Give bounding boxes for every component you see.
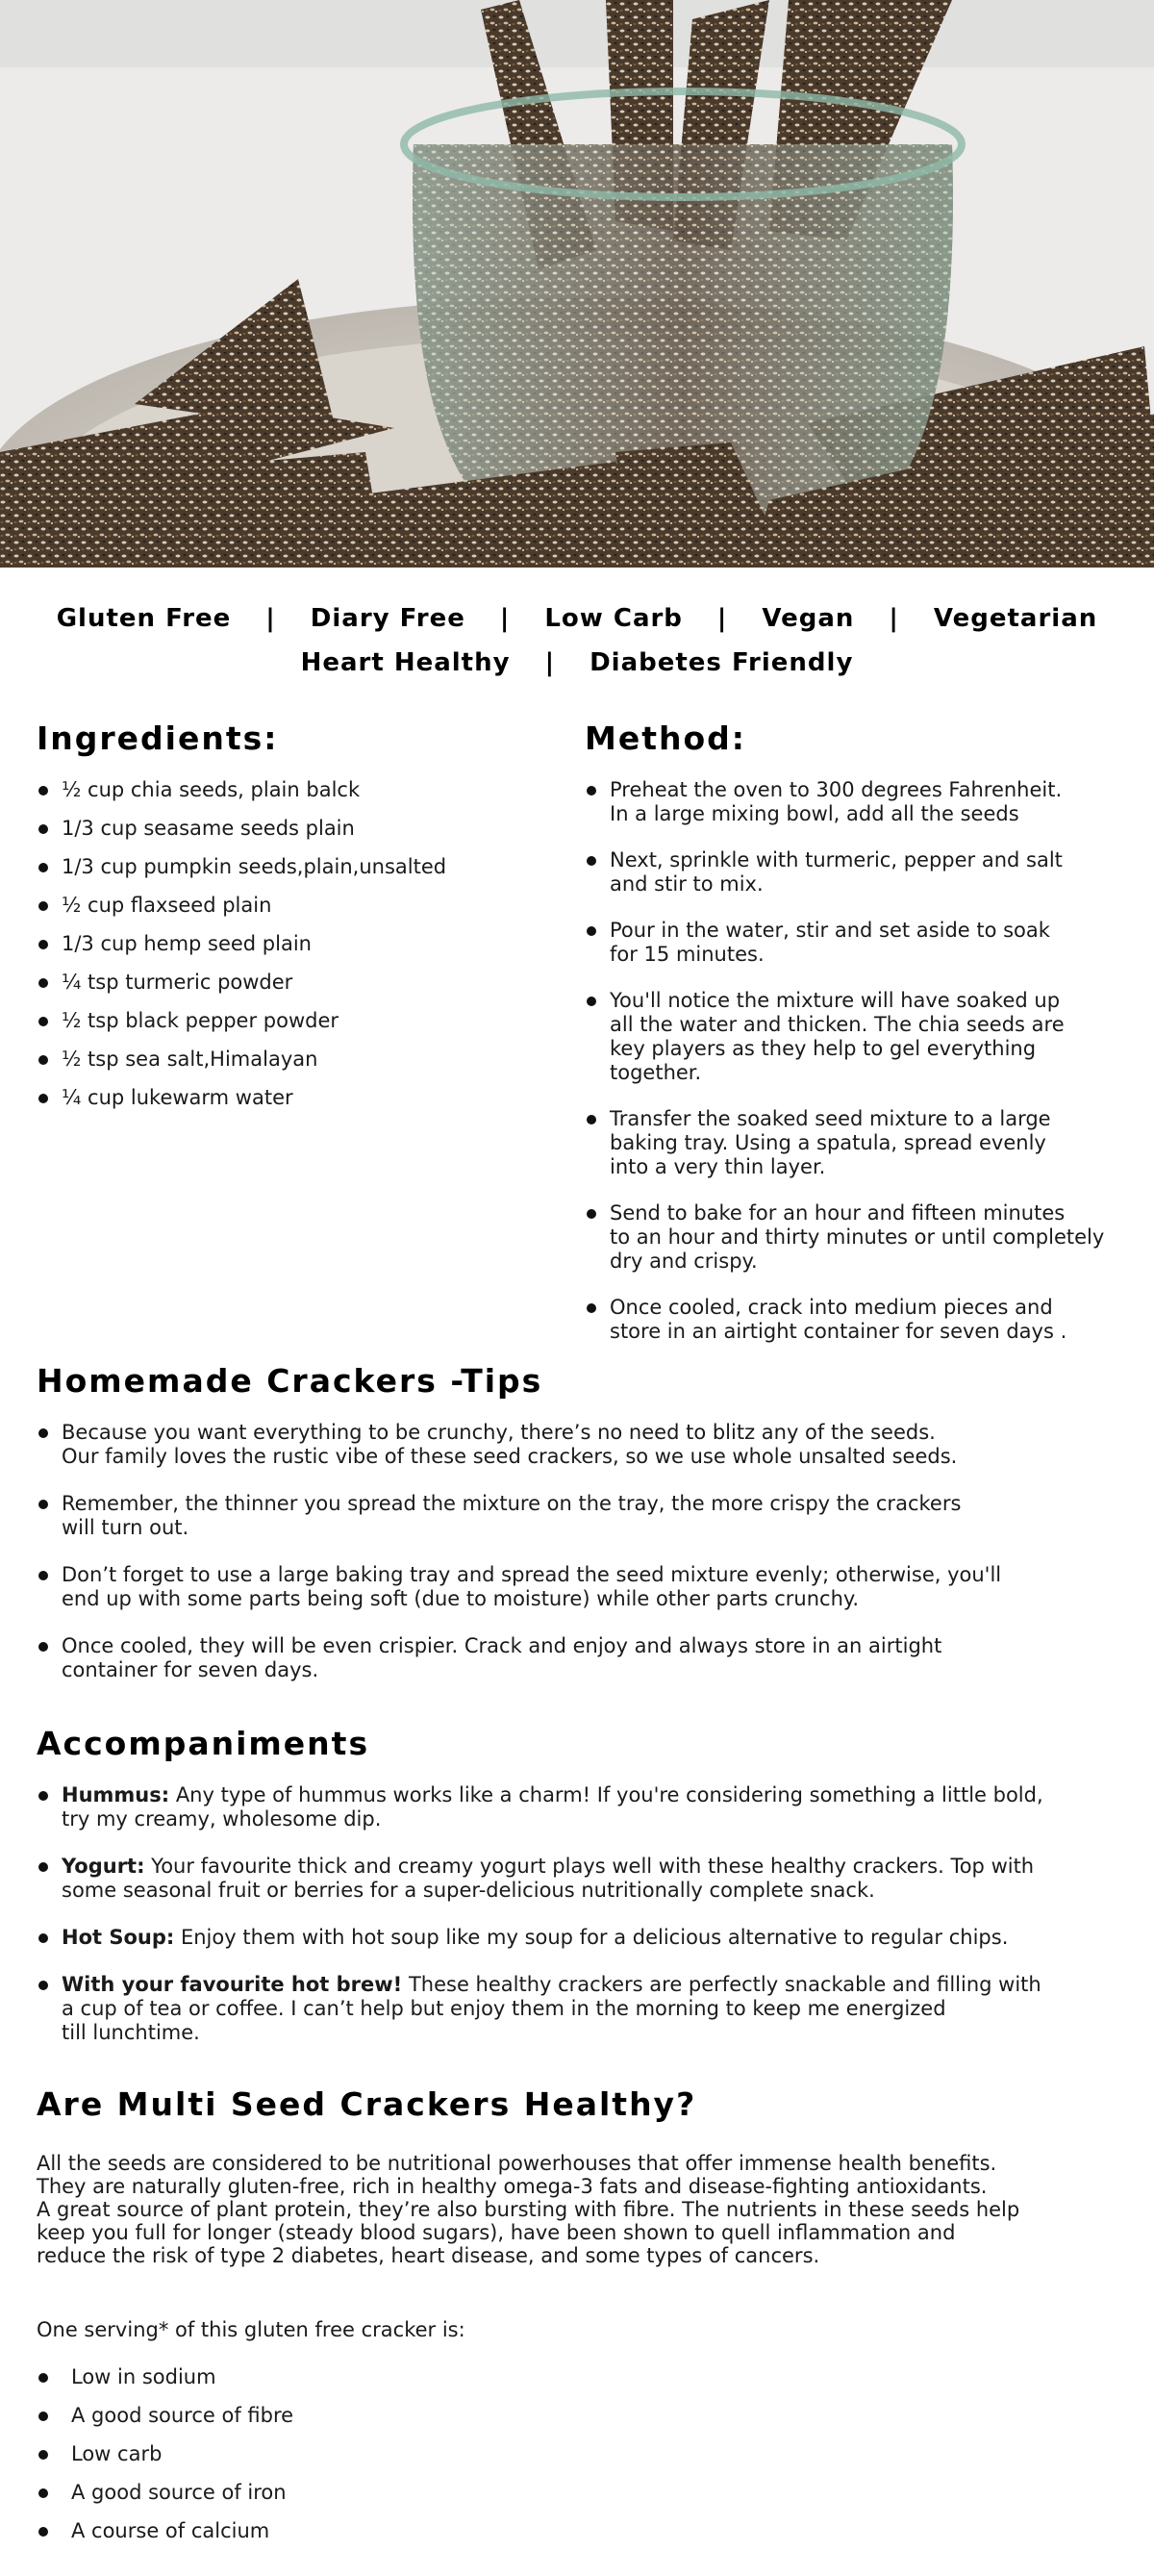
accompaniments-section xyxy=(37,1725,1133,2068)
tag-separator: | xyxy=(265,604,276,633)
method-title: Method: xyxy=(585,720,746,757)
serving-item: A good source of fibre xyxy=(37,2404,1133,2428)
serving-intro: One serving* of this gluten free cracker is: xyxy=(37,2318,465,2341)
accompaniment-text: Your favourite thick and creamy yogurt plays well with these healthy crackers. Top with some seasonal fruit or berries for a super-delicious nutritionally complete snack. xyxy=(62,1855,1035,1902)
healthy-paragraph: All the seeds are considered to be nutritional powerhouses that offer immense health benefits. They are naturally gluten-free, rich in healthy omega-3 fats and disease-fighting antioxidants. A great source of plant protein, they’re also bursting with fibre. The nutrients in these seeds help keep you full for longer (steady blood sugars), have been shown to quell inflammation and reduce the risk of type 2 diabetes, heart disease, and some types of cancers. xyxy=(37,2152,1020,2267)
method-step: Preheat the oven to 300 degrees Fahrenheit. In a large mixing bowl, add all the seeds xyxy=(585,778,1142,826)
serving-item: A course of calcium xyxy=(37,2519,1133,2543)
tag-diary-free: Diary Free xyxy=(310,604,465,633)
accompaniment-lead: With your favourite hot brew! xyxy=(62,1973,403,1996)
accompaniment-lead: Hot Soup: xyxy=(62,1926,175,1949)
accompaniment-text: Any type of hummus works like a charm! If you're considering something a little bold, try my creamy, wholesome dip. xyxy=(62,1783,1043,1831)
accompaniments-list xyxy=(37,1783,1133,2045)
tag-separator: | xyxy=(889,604,899,633)
tips-list xyxy=(37,1421,1133,1682)
accompaniment-lead: Yogurt: xyxy=(62,1855,145,1878)
hero-image xyxy=(0,0,1154,568)
seed-crackers-photo xyxy=(0,0,1154,568)
ingredients-section xyxy=(37,720,556,1124)
accompaniment-text: Enjoy them with hot soup like my soup for a delicious alternative to regular chips. xyxy=(174,1926,1009,1949)
healthy-title: Are Multi Seed Crackers Healthy? xyxy=(37,2085,697,2123)
method-step: You'll notice the mixture will have soaked up all the water and thicken. The chia seeds are key players as they help to gel everything together. xyxy=(585,989,1142,1085)
tips-title: Homemade Crackers -Tips xyxy=(37,1362,543,1400)
ingredient-item: ½ tsp black pepper powder xyxy=(37,1009,556,1033)
ingredients-title: Ingredients: xyxy=(37,720,279,757)
tip-item: Because you want everything to be crunchy, there’s no need to blitz any of the seeds. Our family loves the rustic vibe of these seed crackers, so we use whole unsalted seeds. xyxy=(37,1421,1133,1469)
accompaniment-item xyxy=(37,1973,1133,2045)
accompaniment-item xyxy=(37,1926,1133,1950)
tip-item: Remember, the thinner you spread the mixture on the tray, the more crispy the crackers will turn out. xyxy=(37,1492,1133,1540)
ingredient-item: ½ cup flaxseed plain xyxy=(37,894,556,918)
diet-tags-row-2 xyxy=(0,641,1154,685)
tag-separator: | xyxy=(544,648,556,677)
tag-separator: | xyxy=(499,604,511,633)
ingredient-item: 1/3 cup pumpkin seeds,plain,unsalted xyxy=(37,855,556,879)
ingredients-list xyxy=(37,778,556,1110)
healthy-section xyxy=(37,2085,1133,2558)
serving-item: Low in sodium xyxy=(37,2365,1133,2389)
tag-low-carb: Low Carb xyxy=(544,604,683,633)
method-steps xyxy=(585,778,1142,1344)
serving-item: Low carb xyxy=(37,2442,1133,2466)
accompaniments-title: Accompaniments xyxy=(37,1725,370,1762)
ingredient-item: 1/3 cup seasame seeds plain xyxy=(37,817,556,841)
tag-heart-healthy: Heart Healthy xyxy=(300,648,511,677)
serving-item: A good source of iron xyxy=(37,2481,1133,2505)
accompaniment-lead: Hummus: xyxy=(62,1783,170,1806)
ingredient-item: ½ tsp sea salt,Himalayan xyxy=(37,1048,556,1072)
diet-tags-row-1 xyxy=(0,596,1154,641)
tag-gluten-free: Gluten Free xyxy=(56,604,232,633)
method-step: Pour in the water, stir and set aside to soak for 15 minutes. xyxy=(585,919,1142,967)
ingredient-item: ½ cup chia seeds, plain balck xyxy=(37,778,556,802)
accompaniment-item xyxy=(37,1783,1133,1831)
serving-list xyxy=(37,2365,1133,2543)
method-step: Send to bake for an hour and fifteen minutes to an hour and thirty minutes or until completely dry and crispy. xyxy=(585,1201,1142,1274)
ingredient-item: 1/3 cup hemp seed plain xyxy=(37,932,556,956)
tag-vegetarian: Vegetarian xyxy=(933,604,1098,633)
tip-item: Don’t forget to use a large baking tray and spread the seed mixture evenly; otherwise, you'll end up with some parts being soft (due to moisture) while other parts crunchy. xyxy=(37,1563,1133,1611)
method-step: Next, sprinkle with turmeric, pepper and salt and stir to mix. xyxy=(585,848,1142,897)
ingredient-item: ¼ tsp turmeric powder xyxy=(37,971,556,995)
tag-diabetes-friendly: Diabetes Friendly xyxy=(590,648,854,677)
method-step: Once cooled, crack into medium pieces and store in an airtight container for seven days . xyxy=(585,1296,1142,1344)
method-step: Transfer the soaked seed mixture to a large baking tray. Using a spatula, spread evenly into a very thin layer. xyxy=(585,1107,1142,1179)
tag-separator: | xyxy=(716,604,728,633)
tag-vegan: Vegan xyxy=(762,604,855,633)
accompaniment-item xyxy=(37,1855,1133,1903)
tip-item: Once cooled, they will be even crispier. Crack and enjoy and always store in an airtight container for seven days. xyxy=(37,1634,1133,1682)
tips-section xyxy=(37,1362,1133,1705)
accompaniment-text: These healthy crackers are perfectly snackable and filling with a cup of tea or coffee. I can’t help but enjoy them in the morning to keep me energized till lunchtime. xyxy=(62,1973,1041,2044)
method-section xyxy=(585,720,1142,1366)
diet-tags xyxy=(0,596,1154,685)
ingredient-item: ¼ cup lukewarm water xyxy=(37,1086,556,1110)
